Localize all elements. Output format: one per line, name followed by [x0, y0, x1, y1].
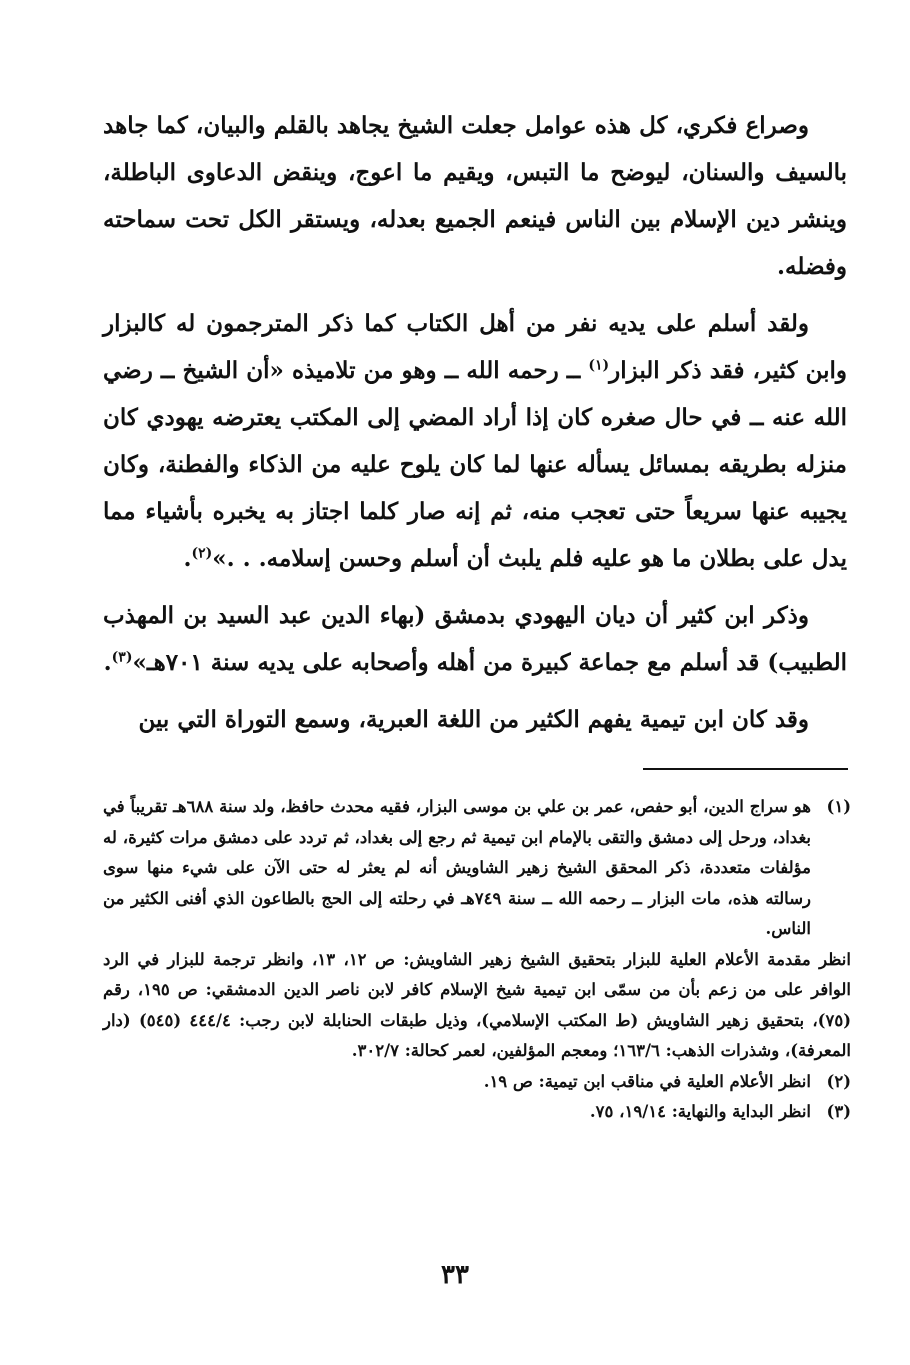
footnote-body — [103, 792, 852, 1067]
paragraph: وقد كان ابن تيمية يفهم الكثير من اللغة العبرية، وسمع التوراة التي بين — [138, 706, 809, 733]
footnote-text: انظر الأعلام العلية في مناقب ابن تيمية: ص ١٩. — [483, 1071, 811, 1091]
footnote-body — [103, 1067, 811, 1098]
footnote-text: هو سراج الدين، أبو حفص، عمر بن علي بن موسى البزار، فقيه محدث حافظ، ولد سنة ٦٨٨هـ تقريباً في بغداد، ورحل إلى دمشق والتقى بالإمام ابن تيمية ثم رجع إلى بغداد، ثم تردد على دمشق مرات كثيرة، له مؤلفات متعددة، ذكر المحقق الشيخ زهير الشاويش أنه لم يعثر له حتى الآن على شيء منها سوى رسالته هذه، مات البزار ــ رحمه الله ــ سنة ٧٤٩هـ في رحلته إلى الحج بالطاعون الذي أفنى الكثير من الناس. — [103, 797, 812, 938]
paragraph: وصراع فكري، كل هذه عوامل جعلت الشيخ يجاهد بالقلم والبيان، كما جاهد بالسيف والسنان، ليوضح ما التبس، ويقيم ما اعوج، وينقض الدعاوى الباطلة، وينشر دين الإسلام بين الناس فينعم الجميع بعدله، ويستقر الكل تحت سماحته وفضله. — [103, 112, 847, 280]
footnote — [103, 1097, 851, 1128]
footnote-divider — [643, 768, 848, 770]
footnote-ref: (٢) — [191, 545, 213, 562]
paragraph: وذكر ابن كثير أن ديان اليهودي بدمشق (بهاء الدين عبد السيد بن المهذب الطبيب) قد أسلم مع جماعة كبيرة من أهله وأصحابه على يديه سنة ٧٠١هـ»$^{(٣)}$. — [103, 602, 847, 676]
main-text — [103, 102, 847, 743]
footnote-ref: (٣) — [111, 649, 133, 666]
footnote — [103, 792, 851, 1067]
paragraph: ولقد أسلم على يديه نفر من أهل الكتاب كما ذكر المترجمون له كالبزار وابن كثير، فقد ذكر البزار$^{(١)}$ ــ رحمه الله ــ وهو من تلاميذه «أن الشيخ ــ رضي الله عنه ــ في حال صغره كان إذا أراد المضي إلى المكتب يعترضه يهودي كان منزله بطريقه بمسائل يسأله عنها لما كان يلوح عليه من الذكاء والفطنة، وكان يجيبه عنها سريعاً حتى تعجب منه، ثم إنه صار كلما اجتاز به يخبره بأشياء مما يدل على بطلان ما هو عليه فلم يلبث أن أسلم وحسن إسلامه. . .»$^{(٢)}$. — [103, 310, 847, 572]
footnote-text: انظر مقدمة الأعلام العلية للبزار بتحقيق الشيخ زهير الشاويش: ص ١٢، ١٣، وانظر ترجمة للبزار في الرد الوافر على من زعم بأن من سمّى ابن تيمية شيخ الإسلام كافر لابن ناصر الدين الدمشقي: ص ١٩٥، رقم (٧٥)، بتحقيق زهير الشاويش (ط المكتب الإسلامي)، وذيل طبقات الحنابلة لابن رجب: ٤٤٤/٤ (٥٤٥) (دار المعرفة)، وشذرات الذهب: ١٦٣/٦؛ ومعجم المؤلفين، لعمر كحالة: ٣٠٢/٧. — [103, 949, 852, 1060]
footnote — [103, 1067, 851, 1098]
footnote-body — [103, 1097, 811, 1128]
page-number: ٣٣ — [441, 1260, 469, 1290]
footnote-text: انظر البداية والنهاية: ١٩/١٤، ٧٥. — [589, 1102, 811, 1121]
footnote-number: (١) — [826, 797, 851, 816]
footnotes — [103, 792, 851, 1128]
footnote-ref: (١) — [588, 357, 610, 374]
footnote-number: (٣) — [826, 1102, 851, 1121]
footnote-number: (٢) — [826, 1071, 851, 1091]
